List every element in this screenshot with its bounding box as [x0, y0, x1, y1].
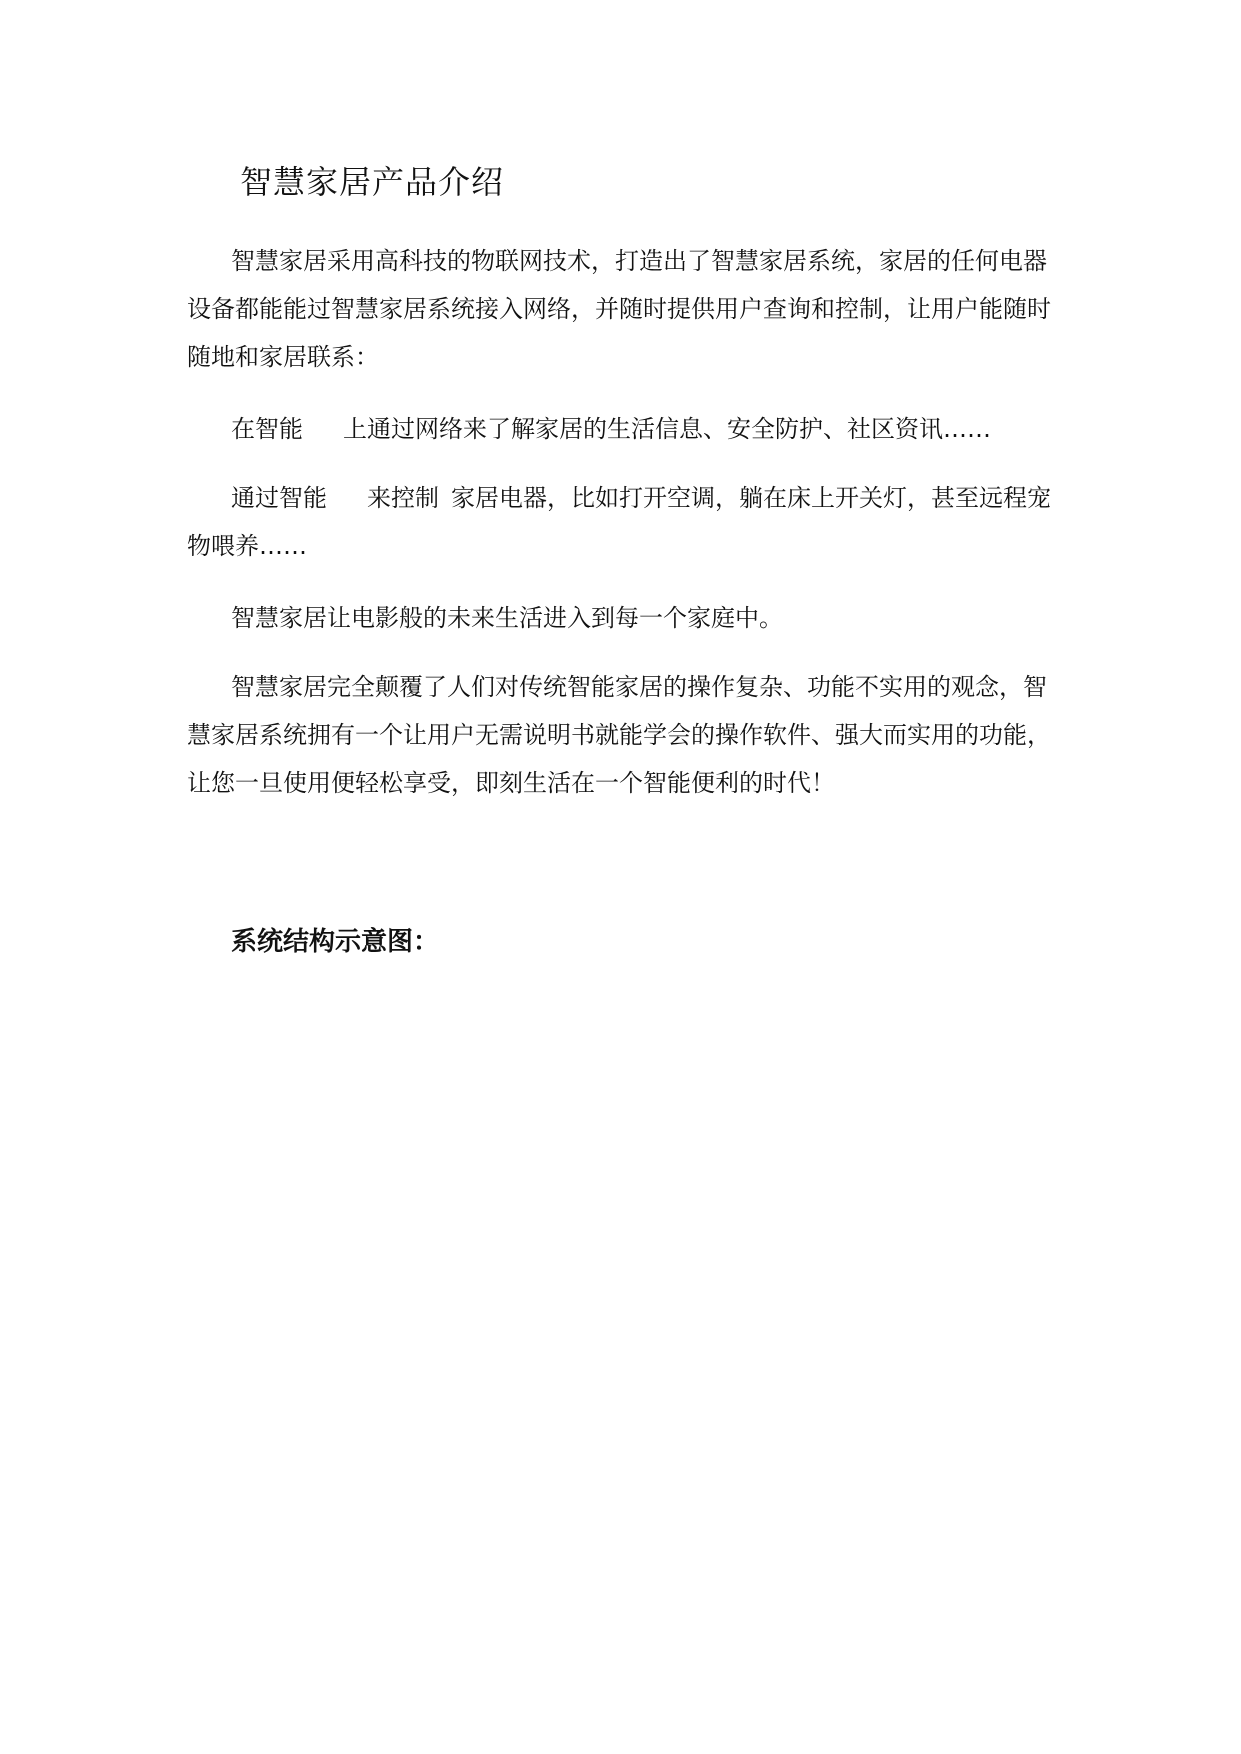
future-paragraph — [187, 594, 1057, 642]
control-paragraph-text-start: 通过智能 — [231, 484, 327, 512]
page-title: 智慧家居产品介绍 — [240, 163, 505, 201]
info-paragraph-text-end: 上通过网络来了解家居的生活信息、安全防护、社区资讯…… — [343, 415, 991, 443]
summary-paragraph-text: 智慧家居完全颠覆了人们对传统智能家居的操作复杂、功能不实用的观念，智慧家居系统拥有一个让用户无需说明书就能学会的操作软件、强大而实用的功能，让您一旦使用便轻松享受，即刻生活在一个智能便利的时代！ — [187, 673, 1051, 797]
intro-paragraph — [187, 237, 1057, 381]
info-paragraph — [187, 405, 1057, 453]
section-heading: 系统结构示意图： — [231, 927, 440, 957]
control-paragraph-text-end: 家居电器，比如打开空调，躺在床上开关灯，甚至远程宠物喂养…… — [187, 484, 1051, 560]
future-paragraph-text: 智慧家居让电影般的未来生活进入到每一个家庭中。 — [231, 604, 783, 632]
control-paragraph-text-middle: 来控制 — [367, 484, 439, 512]
info-paragraph-text-start: 在智能 — [231, 415, 303, 443]
summary-paragraph — [187, 663, 1057, 807]
control-paragraph — [187, 474, 1057, 570]
intro-paragraph-text: 智慧家居采用高科技的物联网技术，打造出了智慧家居系统，家居的任何电器设备都能能过智慧家居系统接入网络，并随时提供用户查询和控制，让用户能随时随地和家居联系： — [187, 247, 1051, 371]
